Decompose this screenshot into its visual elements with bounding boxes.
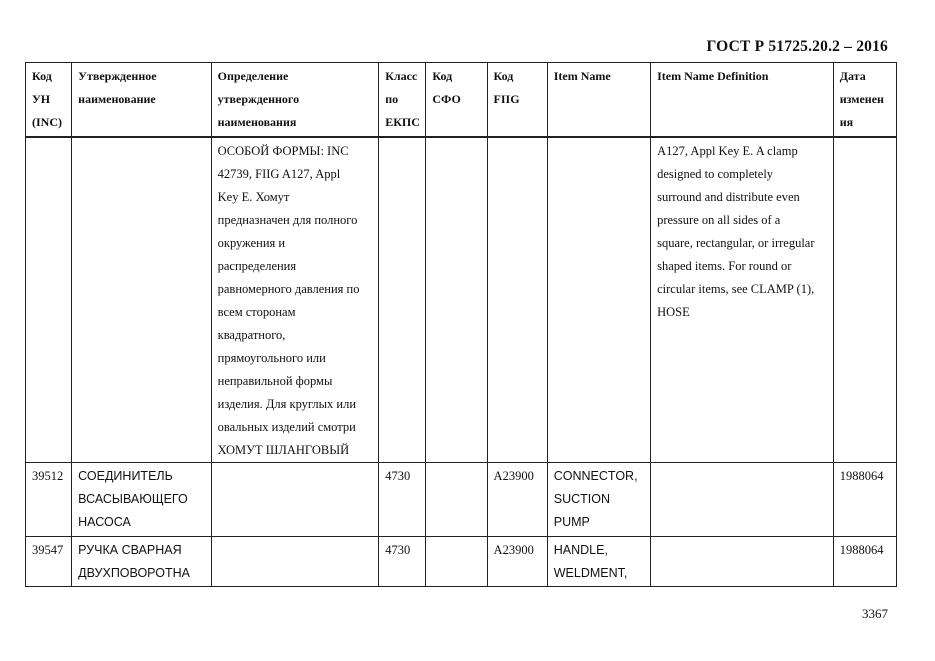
- cell-ekps: 4730: [379, 536, 426, 586]
- cell-item-definition: [651, 536, 834, 586]
- cell-date: 1988064: [833, 462, 896, 536]
- cell-definition: [211, 536, 379, 586]
- col-header-item-definition: Item Name Definition: [651, 63, 834, 137]
- cell-date: 1988064: [833, 536, 896, 586]
- table-row: [26, 137, 897, 463]
- col-header-date: Дата изменен ия: [833, 63, 896, 137]
- header-row: [26, 63, 897, 137]
- cell-name: РУЧКА СВАРНАЯ ДВУХПОВОРОТНА: [72, 536, 211, 586]
- page-number: 3367: [862, 606, 888, 621]
- table-row: [26, 536, 897, 586]
- col-header-sfo: Код СФО: [426, 63, 487, 137]
- cell-item-name: CONNECTOR, SUCTION PUMP: [547, 462, 650, 536]
- cell-sfo: [426, 137, 487, 463]
- table-row: [26, 462, 897, 536]
- col-header-ekps: Класс по ЕКПС: [379, 63, 426, 137]
- cell-inc: 39512: [26, 462, 72, 536]
- cell-fiig: [487, 137, 547, 463]
- cell-name: СОЕДИНИТЕЛЬ ВСАСЫВАЮЩЕГО НАСОСА: [72, 462, 211, 536]
- col-header-inc: Код УН (INC): [26, 63, 72, 137]
- cell-sfo: [426, 536, 487, 586]
- cell-item-definition: [651, 462, 834, 536]
- col-header-name: Утвержденное наименование: [72, 63, 211, 137]
- cell-ekps: 4730: [379, 462, 426, 536]
- cell-item-definition: A127, Appl Key E. A clamp designed to completely surround and distribute even pressure on all sides of a square, rectangular, or irregular shaped items. For round or circular items, see CLAMP (1), HOSE: [651, 137, 834, 463]
- document-header: ГОСТ Р 51725.20.2 – 2016: [706, 38, 888, 55]
- cell-ekps: [379, 137, 426, 463]
- col-header-fiig: Код FIIG: [487, 63, 547, 137]
- cell-item-name: HANDLE, WELDMENT,: [547, 536, 650, 586]
- col-header-item-name: Item Name: [547, 63, 650, 137]
- cell-definition: [211, 462, 379, 536]
- cell-item-name: [547, 137, 650, 463]
- cell-definition: ОСОБОЙ ФОРМЫ: INC 42739, FIIG A127, Appl Key E. Хомут предназначен для полного окружения и распределения равномерного давления по всем сторонам квадратного, прямоугольного или неправильной формы изделия. Для круглых или овальных изделий смотри ХОМУТ ШЛАНГОВЫЙ: [211, 137, 379, 463]
- cell-inc: 39547: [26, 536, 72, 586]
- col-header-definition: Определение утвержденного наименования: [211, 63, 379, 137]
- cell-date: [833, 137, 896, 463]
- cell-fiig: A23900: [487, 536, 547, 586]
- cell-fiig: A23900: [487, 462, 547, 536]
- cell-sfo: [426, 462, 487, 536]
- catalog-table: [25, 62, 897, 587]
- cell-name: [72, 137, 211, 463]
- cell-inc: [26, 137, 72, 463]
